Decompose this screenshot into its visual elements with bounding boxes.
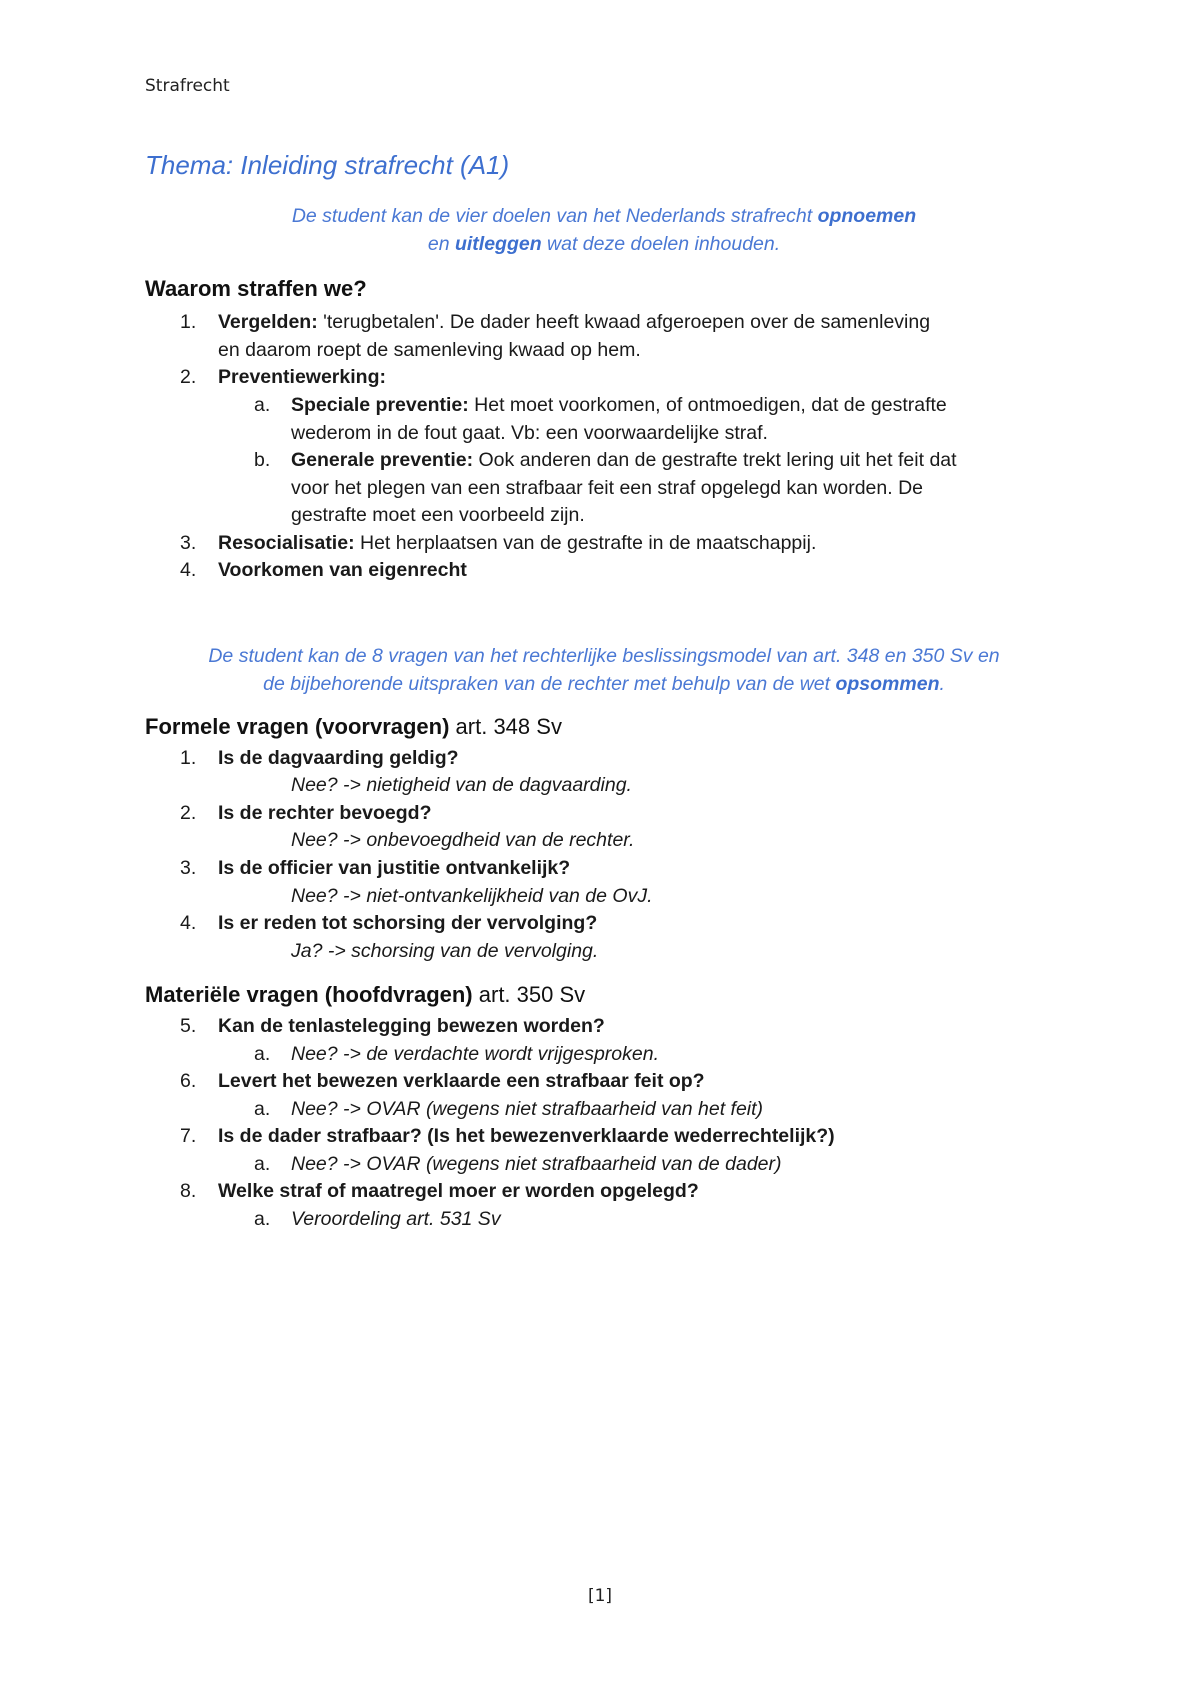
sublist-letter: a.	[254, 394, 271, 416]
list-item-label: Vergelden:	[218, 311, 318, 333]
objective-2-line-2	[145, 670, 1063, 698]
list-item-continuation: en daarom roept de samenleving kwaad op hem.	[218, 339, 641, 361]
list-item-continuation: voor het plegen van een strafbaar feit een straf opgelegd kan worden. De	[291, 477, 923, 499]
question-item: Welke straf of maatregel moer er worden opgelegd?	[218, 1180, 699, 1202]
list-item-generale-preventie	[291, 446, 957, 474]
list-item-continuation: gestrafte moet een voorbeeld zijn.	[291, 504, 585, 526]
question-answer: Ja? -> schorsing van de vervolging.	[291, 940, 599, 962]
list-number: 7.	[180, 1125, 197, 1147]
list-item-text: Ook anderen dan de gestrafte trekt lering uit het feit dat	[473, 449, 957, 471]
objective-1-line-1	[145, 202, 1063, 230]
list-number: 8.	[180, 1180, 197, 1202]
sublist-letter: b.	[254, 449, 271, 471]
question-item: Is er reden tot schorsing der vervolging?	[218, 912, 598, 934]
question-item: Levert het bewezen verklaarde een strafbaar feit op?	[218, 1070, 705, 1092]
article-reference: art. 350 Sv	[472, 982, 586, 1007]
page-title: Thema: Inleiding strafrecht (A1)	[145, 150, 510, 180]
heading-text: Materiële vragen (hoofdvragen)	[145, 982, 473, 1007]
question-answer: Nee? -> onbevoegdheid van de rechter.	[291, 829, 635, 851]
objective-text: de bijbehorende uitspraken van de rechter met behulp van de wet	[263, 673, 836, 695]
objective-1-line-2	[145, 230, 1063, 258]
list-item-continuation: wederom in de fout gaat. Vb: een voorwaardelijke straf.	[291, 422, 768, 444]
question-answer: Nee? -> nietigheid van de dagvaarding.	[291, 774, 632, 796]
objective-text: en	[427, 233, 455, 255]
sublist-letter: a.	[254, 1043, 271, 1065]
section-heading-formele-vragen	[145, 714, 562, 740]
list-item-preventiewerking: Preventiewerking:	[218, 366, 386, 388]
list-item-text: 'terugbetalen'. De dader heeft kwaad afgeroepen over de samenleving	[317, 311, 931, 333]
question-item: Is de dader strafbaar? (Is het bewezenverklaarde wederrechtelijk?)	[218, 1125, 835, 1147]
list-number: 3.	[180, 857, 197, 879]
objective-text: De student kan de vier doelen van het Nederlands strafrecht	[291, 205, 818, 227]
list-item-label: Resocialisatie:	[218, 532, 355, 554]
objective-keyword: opsommen	[835, 673, 940, 695]
section-heading-materiele-vragen	[145, 982, 585, 1008]
heading-text: Formele vragen (voorvragen)	[145, 714, 450, 739]
list-number: 1.	[180, 311, 197, 333]
question-item: Is de rechter bevoegd?	[218, 802, 432, 824]
list-item-label: Speciale preventie:	[291, 394, 469, 416]
question-item: Is de officier van justitie ontvankelijk?	[218, 857, 571, 879]
objective-2-line-1: De student kan de 8 vragen van het rechterlijke beslissingsmodel van art. 348 en 350 Sv en	[208, 645, 1000, 667]
question-answer: Veroordeling art. 531 Sv	[291, 1208, 501, 1230]
list-item-label: Generale preventie:	[291, 449, 474, 471]
learning-objective-1	[145, 202, 1063, 258]
question-item: Kan de tenlastelegging bewezen worden?	[218, 1015, 605, 1037]
question-answer: Nee? -> OVAR (wegens niet strafbaarheid van de dader)	[291, 1153, 782, 1175]
sublist-letter: a.	[254, 1098, 271, 1120]
objective-text: .	[939, 673, 945, 695]
list-number: 6.	[180, 1070, 197, 1092]
list-number: 4.	[180, 912, 197, 934]
page-number: [1]	[587, 1586, 613, 1606]
list-item-eigenrecht: Voorkomen van eigenrecht	[218, 559, 467, 581]
question-answer: Nee? -> de verdachte wordt vrijgesproken.	[291, 1043, 659, 1065]
objective-keyword: uitleggen	[454, 233, 542, 255]
question-answer: Nee? -> OVAR (wegens niet strafbaarheid van het feit)	[291, 1098, 764, 1120]
list-item-resocialisatie	[218, 529, 816, 557]
objective-keyword: opnoemen	[817, 205, 917, 227]
sublist-letter: a.	[254, 1208, 271, 1230]
article-reference: art. 348 Sv	[449, 714, 562, 739]
list-item-text: Het moet voorkomen, of ontmoedigen, dat de gestrafte	[468, 394, 947, 416]
list-item-speciale-preventie	[291, 391, 947, 419]
question-answer: Nee? -> niet-ontvankelijkheid van de OvJ.	[291, 885, 653, 907]
section-heading-waarom: Waarom straffen we?	[145, 276, 367, 301]
list-item-text: Het herplaatsen van de gestrafte in de maatschappij.	[354, 532, 817, 554]
list-number: 4.	[180, 559, 197, 581]
list-item-vergelden	[218, 308, 930, 336]
list-number: 1.	[180, 747, 197, 769]
list-number: 3.	[180, 532, 197, 554]
question-item: Is de dagvaarding geldig?	[218, 747, 459, 769]
running-header: Strafrecht	[145, 76, 230, 96]
list-number: 2.	[180, 366, 197, 388]
sublist-letter: a.	[254, 1153, 271, 1175]
objective-text: wat deze doelen inhouden.	[541, 233, 781, 255]
learning-objective-2	[145, 642, 1063, 698]
list-number: 2.	[180, 802, 197, 824]
list-number: 5.	[180, 1015, 197, 1037]
